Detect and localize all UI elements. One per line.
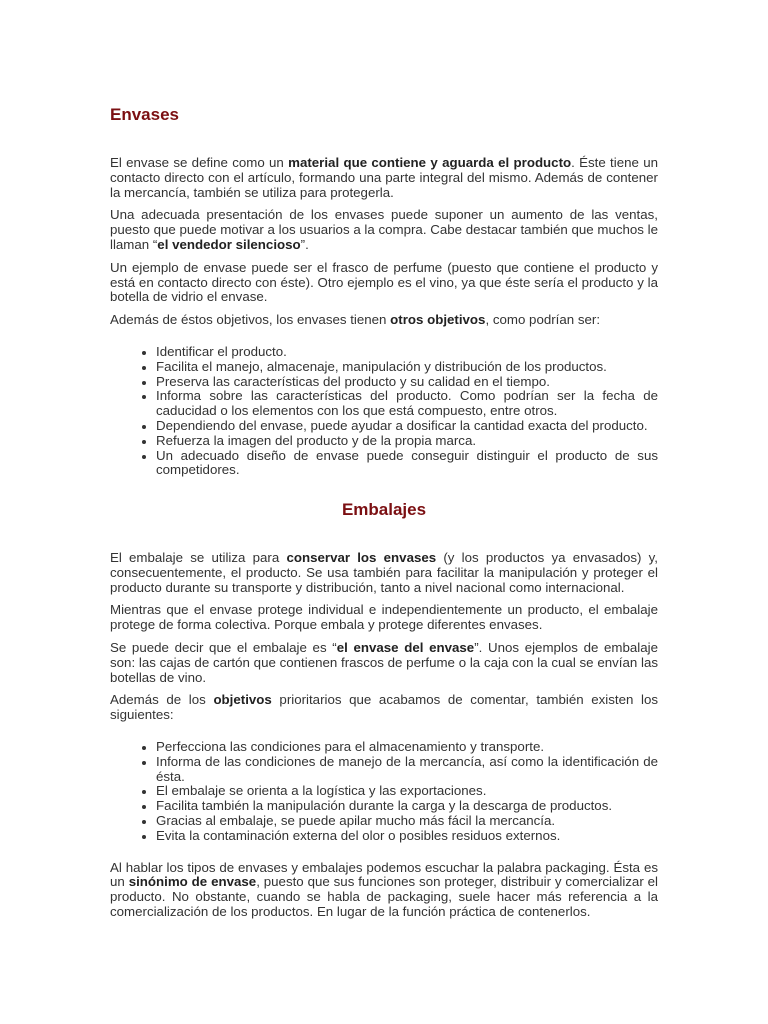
text: Además de éstos objetivos, los envases tienen [110, 312, 391, 328]
list-item: • Gracias al embalaje, se puede apilar mucho más fácil la mercancía. [156, 814, 658, 829]
list-item: • Dependiendo del envase, puede ayudar a dosificar la cantidad exacta del producto. [156, 419, 658, 434]
list-item: • Identificar el producto. [156, 345, 658, 360]
bold-text: objetivos [213, 692, 272, 708]
list-item: • Refuerza la imagen del producto y de la propia marca. [156, 434, 658, 449]
list-item: • Informa sobre las características del producto. Como podrían ser la fecha de caducidad o los elementos con los que está compuesto, entre otros. [156, 389, 658, 419]
embalajes-paragraph-1 [110, 551, 658, 595]
envases-objectives-list [110, 345, 658, 478]
section-title-envases: Envases [110, 105, 179, 124]
list-item: • Perfecciona las condiciones para el almacenamiento y transporte. [156, 740, 658, 755]
text: Se puede decir que el embalaje es “ [110, 639, 337, 655]
envases-paragraph-4 [110, 313, 658, 328]
text: . Éste tiene un contacto directo con el artículo, formando una parte integral del mismo. Además de contener la mercancía, también se utiliza para protegerla. [110, 155, 658, 200]
text: Una adecuada presentación de los envases puede suponer un aumento de las ventas, puesto que puede motivar a los usuarios a la compra. Cabe destacar también que muchos le llaman “ [110, 207, 658, 252]
list-item: • Preserva las características del producto y su calidad en el tiempo. [156, 375, 658, 390]
bold-text: material que contiene y aguarda el producto [288, 155, 572, 170]
list-item: • Un adecuado diseño de envase puede conseguir distinguir el producto de sus competidores. [156, 449, 658, 479]
embalajes-body [110, 551, 658, 928]
text: , como podrían ser: [485, 312, 601, 328]
bold-text: el vendedor silencioso [157, 236, 301, 252]
envases-paragraph-2 [110, 208, 658, 252]
list-item: • El embalaje se orienta a la logística y las exportaciones. [156, 784, 658, 799]
text: (y los productos ya envasados) y, consecuentemente, el producto. Se usa también para facilitar la manipulación y proteger el producto durante su transporte y distribución, tanto a nivel nacional como internacional. [110, 550, 658, 595]
text: El embalaje se utiliza para [110, 550, 287, 565]
list-item: • Informa de las condiciones de manejo de la mercancía, así como la identificación de ésta. [156, 755, 658, 785]
text: ”. Unos ejemplos de embalaje son: las cajas de cartón que contienen frascos de perfume o la caja con la cual se envían las botellas de vino. [110, 639, 658, 685]
text: Al hablar los tipos de envases y embalajes podemos escuchar la palabra packaging. Ésta es un [110, 859, 658, 890]
embalajes-paragraph-3 [110, 641, 658, 685]
envases-body [110, 156, 658, 478]
text: ”. [300, 236, 309, 252]
embalajes-paragraph-4 [110, 693, 658, 723]
bold-text: el envase del envase [336, 639, 475, 655]
text: El envase se define como un [110, 155, 289, 170]
bold-text: conservar los envases [286, 550, 437, 565]
section-title-embalajes: Embalajes [341, 500, 427, 519]
list-item: • Evita la contaminación externa del olor o posibles residuos externos. [156, 829, 658, 844]
bold-text: sinónimo de envase [128, 874, 257, 890]
embalajes-paragraph-5 [110, 861, 658, 920]
text: , puesto que sus funciones son proteger, distribuir y comercializar el producto. No obstante, cuando se habla de packaging, suele hacer más referencia a la comercialización de los productos. En lugar de la función práctica de contenerlos. [110, 874, 658, 919]
text: prioritarios que acabamos de comentar, también existen los siguientes: [110, 692, 658, 723]
embalajes-objectives-list [110, 740, 658, 844]
list-item: • Facilita el manejo, almacenaje, manipulación y distribución de los productos. [156, 360, 658, 375]
list-item: • Facilita también la manipulación durante la carga y la descarga de productos. [156, 799, 658, 814]
envases-paragraph-3: Un ejemplo de envase puede ser el frasco de perfume (puesto que contiene el producto y está en contacto directo con éste). Otro ejemplo es el vino, ya que éste sería el producto y la botella de vidrio el envase. [110, 259, 658, 305]
embalajes-paragraph-2: Mientras que el envase protege individual e independientemente un producto, el embalaje protege de forma colectiva. Porque embala y protege diferentes envases. [110, 602, 658, 633]
text: Además de los [110, 692, 214, 708]
envases-paragraph-1 [110, 156, 658, 200]
bold-text: otros objetivos [390, 312, 486, 328]
